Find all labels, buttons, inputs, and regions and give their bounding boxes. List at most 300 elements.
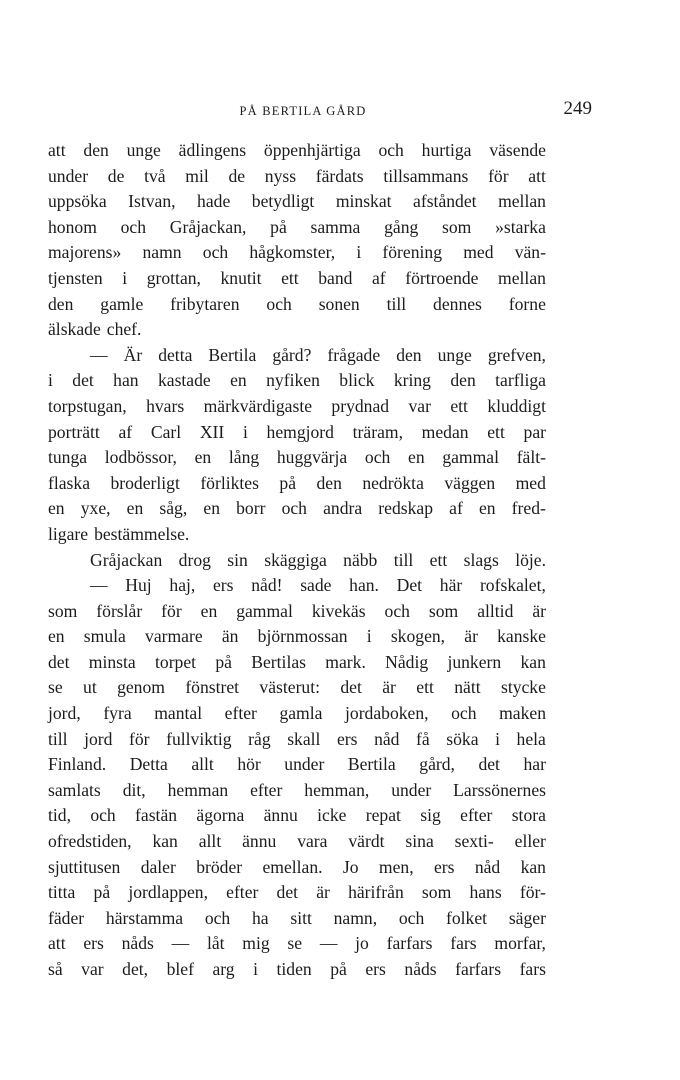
text-line <box>48 855 546 881</box>
word: band <box>318 267 353 288</box>
word: titta <box>48 882 76 903</box>
word: XII <box>199 421 225 442</box>
word: torpstugan, <box>48 395 127 416</box>
word: unge <box>437 344 472 365</box>
word: och <box>281 498 307 519</box>
word: och <box>120 216 147 237</box>
word: bestämmelse. <box>94 523 190 544</box>
word: gamle <box>100 293 144 314</box>
word: ers <box>337 728 358 749</box>
word: hemman <box>167 779 229 800</box>
word: mark. <box>325 651 366 672</box>
word: namn, <box>333 907 378 928</box>
word: mantal <box>154 703 203 724</box>
word: är <box>464 626 478 647</box>
word: vän- <box>514 242 546 263</box>
word: betydligt <box>251 191 315 212</box>
text-line <box>48 189 546 215</box>
word: på <box>279 472 297 493</box>
word: det <box>478 754 500 775</box>
word: som <box>48 600 78 621</box>
word: fönstret <box>185 677 240 698</box>
text-line <box>48 266 546 292</box>
word: fastän <box>135 805 178 826</box>
word: i <box>48 370 53 391</box>
word: härifrån <box>348 882 404 903</box>
word: efter <box>250 779 283 800</box>
text-line <box>48 343 546 369</box>
word: majorens» <box>48 242 122 263</box>
word: hemgjord <box>266 421 334 442</box>
word: minsta <box>88 651 136 672</box>
word: mellan <box>498 191 546 212</box>
word: och <box>266 293 292 314</box>
word: nyfiken <box>266 370 320 391</box>
word: och <box>364 447 391 468</box>
word: ett <box>487 421 505 442</box>
word: af <box>449 498 463 519</box>
word: men, <box>378 856 414 877</box>
word: jord <box>84 728 113 749</box>
word: i <box>253 959 259 979</box>
word: råg <box>248 728 271 749</box>
word: efter <box>460 805 493 826</box>
word: kluddigt <box>487 395 546 416</box>
word: borr <box>236 498 266 519</box>
word: tarfliga <box>495 370 546 391</box>
word: minskat <box>335 191 392 212</box>
word: »starka <box>495 216 546 237</box>
word: rofskalet, <box>479 575 546 596</box>
word: gång <box>384 216 419 237</box>
word: västerut: <box>259 677 321 698</box>
word: fars <box>519 959 546 979</box>
text-line <box>48 471 546 497</box>
word: ett <box>281 267 299 288</box>
word: Bertilas <box>251 651 306 672</box>
word: stycke <box>500 677 546 698</box>
text-line <box>48 803 546 829</box>
word: Huj <box>125 575 152 596</box>
word: ers <box>83 933 104 954</box>
word: med <box>463 242 494 263</box>
word: Det <box>396 575 423 596</box>
word: han <box>113 370 139 391</box>
word: björnmossan <box>257 626 348 647</box>
word: i <box>366 626 372 647</box>
word: stora <box>511 805 546 826</box>
word: till <box>48 728 68 749</box>
word: en <box>194 447 212 468</box>
word: såg, <box>159 498 188 519</box>
word: smula <box>83 626 126 647</box>
word: har <box>523 754 546 775</box>
text-line <box>48 752 546 778</box>
word: emellan. <box>262 856 323 877</box>
word: var <box>81 959 104 979</box>
word: dit, <box>122 779 146 800</box>
word: här <box>439 575 463 596</box>
word: blick <box>339 370 375 391</box>
word: alltid <box>477 600 514 621</box>
word: att <box>48 933 66 954</box>
word: uppsöka <box>48 191 107 212</box>
word: jordlappen, <box>128 882 208 903</box>
word: söka <box>446 728 479 749</box>
word: ligare <box>48 523 89 544</box>
word: nyss <box>264 165 297 186</box>
word: för <box>129 728 150 749</box>
word: att <box>528 165 546 186</box>
text-line <box>48 829 546 855</box>
word: som <box>428 600 459 621</box>
word: och <box>202 242 229 263</box>
text-line <box>48 138 546 164</box>
text-line <box>48 880 546 906</box>
word: fars <box>450 933 477 954</box>
word: nåd <box>474 856 501 877</box>
word: Nådig <box>385 651 429 672</box>
word: en <box>408 447 425 468</box>
running-head <box>48 98 592 126</box>
text-line <box>48 778 546 804</box>
word: andra <box>323 498 363 519</box>
word: kring <box>393 370 431 391</box>
page-number: 249 <box>563 98 592 119</box>
word: fred- <box>511 498 546 519</box>
word: väggen <box>444 472 496 493</box>
word: hans <box>469 882 502 903</box>
text-line <box>48 368 546 394</box>
word: till <box>393 549 414 570</box>
word: kanske <box>497 626 546 647</box>
word: tillsammans <box>383 165 469 186</box>
word: folket <box>446 907 488 928</box>
word: kan <box>152 831 178 852</box>
word: hemman, <box>304 779 370 800</box>
word: den <box>396 344 422 365</box>
text-line <box>48 957 546 983</box>
word: var <box>408 395 431 416</box>
word: färdats <box>315 165 364 186</box>
word: Larssönernes <box>453 779 546 800</box>
word: nåds <box>404 959 437 979</box>
word: i <box>242 421 248 442</box>
word: jord, <box>48 703 81 724</box>
word: gammal <box>236 600 293 621</box>
word: dennes <box>433 293 482 314</box>
word: lodbössor, <box>104 447 177 468</box>
word: det <box>340 677 362 698</box>
word: — <box>90 344 108 365</box>
text-line <box>48 573 546 599</box>
word: på <box>93 882 111 903</box>
word: två <box>144 165 166 186</box>
word: till <box>386 293 407 314</box>
word: arg <box>212 959 235 979</box>
text-line <box>48 215 546 241</box>
word: tunga <box>48 447 88 468</box>
word: han. <box>349 575 379 596</box>
word: efter <box>226 882 259 903</box>
word: lång <box>228 447 260 468</box>
text-line <box>48 317 546 343</box>
word: sig <box>420 805 441 826</box>
word: unge <box>126 140 161 160</box>
word: repat <box>365 805 401 826</box>
word: nåd! <box>251 575 283 596</box>
word: honom <box>48 216 97 237</box>
word: hela <box>516 728 546 749</box>
word: fäder <box>48 907 85 928</box>
word: för <box>488 165 509 186</box>
text-line <box>48 240 546 266</box>
word: ännu <box>242 831 277 852</box>
word: jordaboken, <box>345 703 429 724</box>
word: en <box>230 370 247 391</box>
word: kastade <box>157 370 211 391</box>
word: sade <box>300 575 332 596</box>
word: på <box>330 959 347 979</box>
text-line <box>48 394 546 420</box>
word: Bertila <box>208 344 257 365</box>
word: frågade <box>327 344 381 365</box>
word: ägorna <box>196 805 245 826</box>
word: de <box>228 165 246 186</box>
text-line <box>48 599 546 625</box>
word: förtroende <box>405 267 479 288</box>
word: under <box>48 165 89 186</box>
word: ers <box>365 959 386 979</box>
word: icke <box>317 805 347 826</box>
word: daler <box>140 856 176 877</box>
word: fribytaren <box>170 293 240 314</box>
word: Jo <box>342 856 359 877</box>
word: på <box>270 216 287 237</box>
word: en <box>48 626 65 647</box>
word: är <box>316 882 330 903</box>
word: redskap <box>378 498 434 519</box>
body-text <box>48 138 546 983</box>
text-line <box>48 624 546 650</box>
text-line <box>48 906 546 932</box>
word: ännu <box>263 805 298 826</box>
word: medan <box>421 421 469 442</box>
word: Gråjackan, <box>169 216 247 237</box>
word: hör <box>237 754 261 775</box>
word: träram, <box>352 421 403 442</box>
word: Bertila <box>347 754 396 775</box>
word: hågkomster, <box>249 242 336 263</box>
text-line <box>48 727 546 753</box>
word: skogen, <box>390 626 446 647</box>
word: i <box>356 242 362 263</box>
word: tjensten <box>48 267 103 288</box>
word: mellan <box>498 267 546 288</box>
text-line <box>48 445 546 471</box>
word: detta <box>158 344 193 365</box>
word: ha <box>251 907 269 928</box>
word: sjuttitusen <box>48 856 121 877</box>
word: par <box>523 421 546 442</box>
word: varmare <box>145 626 203 647</box>
word: af <box>372 267 386 288</box>
word: älskade <box>48 319 101 340</box>
word: näbb <box>343 549 378 570</box>
word: med <box>515 472 546 493</box>
word: och <box>90 805 116 826</box>
word: förening <box>382 242 443 263</box>
word: kivekäs <box>311 600 366 621</box>
word: sina <box>405 831 434 852</box>
word: som <box>442 216 472 237</box>
word: allt <box>198 831 222 852</box>
word: sitt <box>290 907 312 928</box>
word: nätt <box>454 677 481 698</box>
text-line <box>48 548 546 574</box>
word: de <box>107 165 125 186</box>
word: junkern <box>447 651 502 672</box>
word: under <box>284 754 325 775</box>
word: kan <box>520 651 546 672</box>
word: ett <box>416 677 434 698</box>
word: ers <box>213 575 234 596</box>
word: den <box>48 293 74 314</box>
word: ädlingens <box>178 140 247 160</box>
word: och <box>378 140 404 160</box>
word: Gråjackan <box>90 549 163 570</box>
word: af <box>118 421 133 442</box>
word: och <box>451 703 477 724</box>
word: för <box>161 600 182 621</box>
word: efter <box>224 703 257 724</box>
word: i <box>495 728 500 749</box>
word: säger <box>508 907 546 928</box>
word: förslår <box>96 600 143 621</box>
word: farfars <box>386 933 433 954</box>
word: hurtiga <box>421 140 472 160</box>
word: tid, <box>48 805 71 826</box>
text-line <box>48 675 546 701</box>
word: flaska <box>48 472 91 493</box>
running-title: PÅ BERTILA GÅRD <box>239 104 367 118</box>
word: Är <box>123 344 143 365</box>
word: gamla <box>279 703 323 724</box>
word: grottan, <box>146 267 201 288</box>
word: nedrökta <box>362 472 424 493</box>
word: genom <box>117 677 165 698</box>
word: som <box>421 882 452 903</box>
text-line <box>48 650 546 676</box>
word: maken <box>499 703 546 724</box>
word: Carl <box>150 421 182 442</box>
word: värdt <box>348 831 385 852</box>
word: prydnad <box>331 395 390 416</box>
text-line <box>48 292 546 318</box>
word: ut <box>83 677 97 698</box>
word: mil <box>185 165 209 186</box>
word: fullviktig <box>166 728 232 749</box>
word: den <box>83 140 109 160</box>
word: förliktes <box>200 472 259 493</box>
word: för- <box>519 882 546 903</box>
text-line <box>48 420 546 446</box>
word: det <box>72 370 94 391</box>
word: väsende <box>489 140 546 160</box>
text-line <box>48 522 546 548</box>
word: en <box>126 498 144 519</box>
word: eller <box>514 831 546 852</box>
word: öppenhjärtiga <box>263 140 361 160</box>
word: är <box>382 677 396 698</box>
word: drog <box>178 549 211 570</box>
word: hvars <box>146 395 185 416</box>
word: och <box>384 600 410 621</box>
word: — <box>319 933 338 954</box>
word: huggvärja <box>276 447 348 468</box>
word: ofredstiden, <box>48 831 132 852</box>
word: knutit <box>220 267 262 288</box>
word: bröder <box>196 856 243 877</box>
word: — <box>171 933 190 954</box>
word: det <box>48 651 70 672</box>
word: farfars <box>455 959 502 979</box>
word: sin <box>227 549 248 570</box>
word: fält- <box>516 447 546 468</box>
word: märkvärdigaste <box>203 395 313 416</box>
word: få <box>416 728 430 749</box>
word: fyra <box>103 703 132 724</box>
word: ett <box>429 549 448 570</box>
word: det, <box>122 959 149 979</box>
word: en <box>48 498 65 519</box>
word: ers <box>433 856 455 877</box>
word: löje. <box>515 549 546 570</box>
word: torpet <box>155 651 197 672</box>
text-line <box>48 496 546 522</box>
word: Finland. <box>48 754 107 775</box>
word: Istvan, <box>128 191 176 212</box>
word: sexti- <box>454 831 494 852</box>
word: nåd <box>374 728 400 749</box>
word: ett <box>450 395 468 416</box>
word: under <box>391 779 432 800</box>
word: yxe, <box>80 498 111 519</box>
word: tiden <box>276 959 312 979</box>
word: det <box>276 882 299 903</box>
word: samma <box>310 216 361 237</box>
word: — <box>90 575 108 596</box>
word: och <box>204 907 231 928</box>
word: allt <box>191 754 214 775</box>
word: att <box>48 140 66 160</box>
word: Detta <box>129 754 168 775</box>
word: broderligt <box>110 472 180 493</box>
word: härstamma <box>105 907 184 928</box>
word: chef. <box>106 319 142 340</box>
word: samlats <box>48 779 101 800</box>
word: gård, <box>419 754 455 775</box>
word: den <box>316 472 342 493</box>
text-line <box>48 701 546 727</box>
word: så <box>48 959 63 979</box>
word: på <box>215 651 232 672</box>
word: skall <box>287 728 321 749</box>
word: se <box>48 677 63 698</box>
word: vara <box>297 831 328 852</box>
word: forne <box>508 293 546 314</box>
word: mig <box>242 933 270 954</box>
